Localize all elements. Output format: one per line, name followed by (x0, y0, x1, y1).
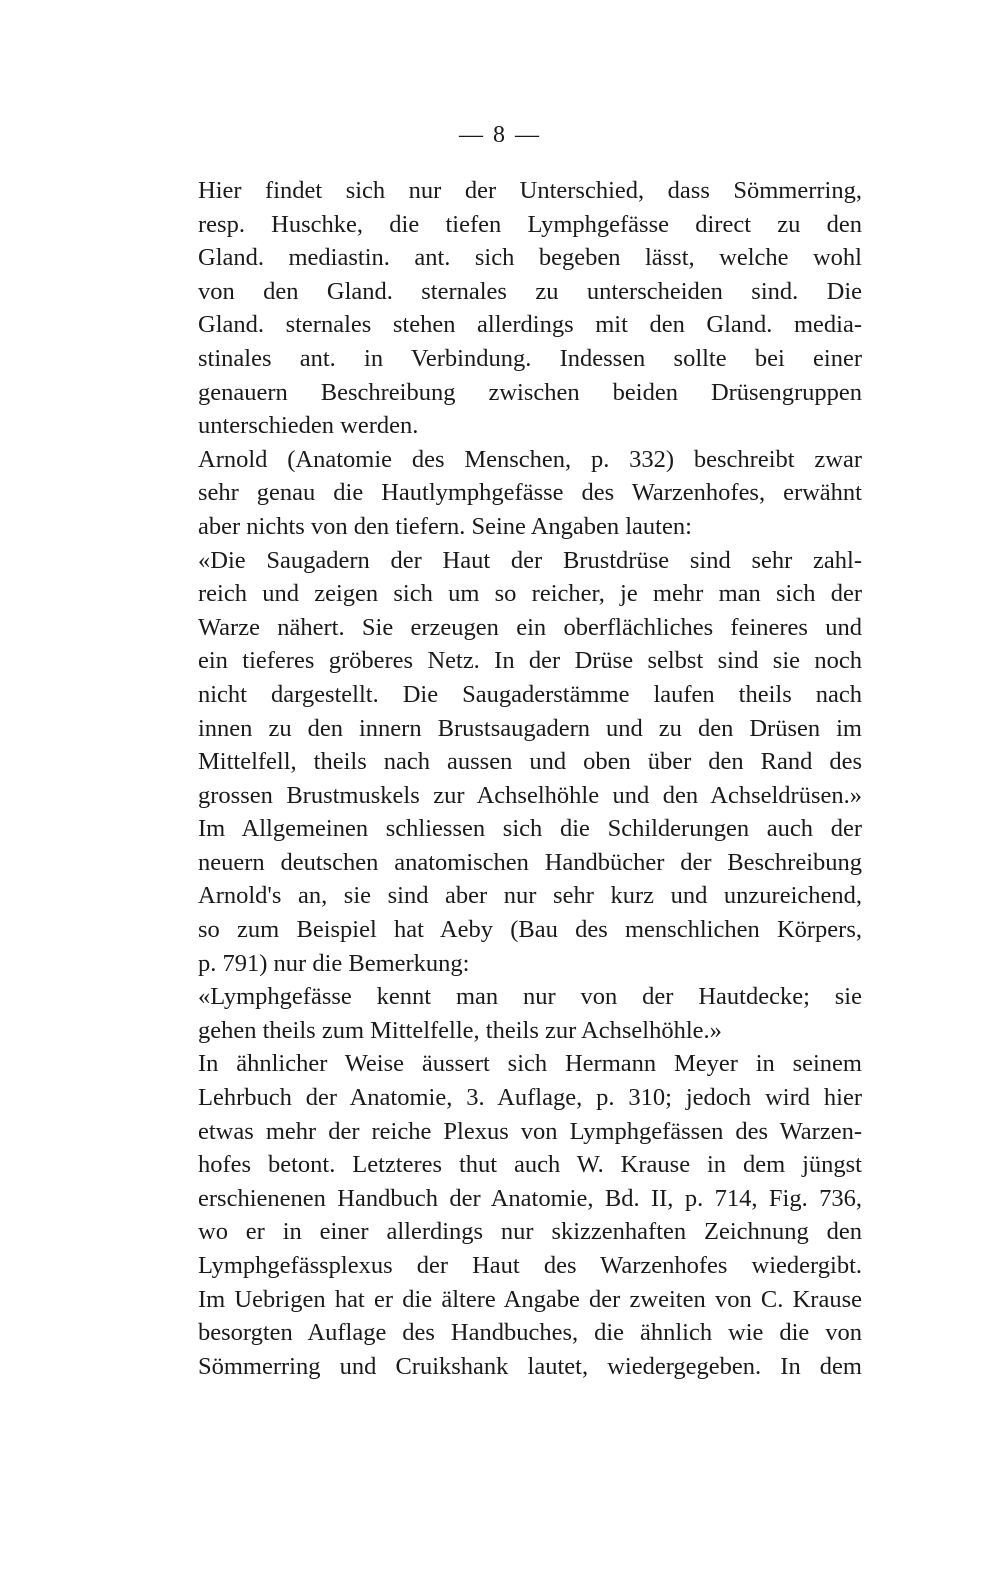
text-line: etwas mehr der reiche Plexus von Lymphgefässen des Warzen- (198, 1117, 862, 1145)
text-line: resp. Huschke, die tiefen Lymphgefässe direct zu den (198, 210, 862, 238)
text-line: erschienenen Handbuch der Anatomie, Bd. II, p. 714, Fig. 736, (198, 1184, 862, 1212)
text-line: reich und zeigen sich um so reicher, je mehr man sich der (198, 580, 862, 608)
text-line: aber nichts von den tiefern. Seine Angaben lauten: (198, 512, 692, 540)
text-line: Arnold (Anatomie des Menschen, p. 332) beschreibt zwar (198, 445, 862, 473)
text-line: Gland. sternales stehen allerdings mit den Gland. media- (198, 311, 862, 339)
text-line: Arnold's an, sie sind aber nur sehr kurz und unzureichend, (198, 882, 862, 910)
text-line: Warze nähert. Sie erzeugen ein oberflächliches feineres und (198, 613, 862, 641)
text-line: von den Gland. sternales zu unterscheiden sind. Die (198, 277, 862, 305)
text-line: Mittelfell, theils nach aussen und oben über den Rand des (198, 748, 862, 776)
text-line: nicht dargestellt. Die Saugaderstämme laufen theils nach (198, 680, 862, 708)
text-line: sehr genau die Hautlymphgefässe des Warzenhofes, erwähnt (198, 479, 862, 507)
text-line: stinales ant. in Verbindung. Indessen sollte bei einer (198, 344, 862, 372)
text-line: gehen theils zum Mittelfelle, theils zur Achselhöhle.» (198, 1016, 722, 1044)
text-line: Lehrbuch der Anatomie, 3. Auflage, p. 310; jedoch wird hier (198, 1084, 862, 1112)
text-line: p. 791) nur die Bemerkung: (198, 949, 470, 977)
body-text (198, 174, 862, 1383)
text-line: Im Allgemeinen schliessen sich die Schilderungen auch der (198, 815, 862, 843)
text-line: besorgten Auflage des Handbuches, die ähnlich wie die von (198, 1319, 862, 1347)
text-line: innen zu den innern Brustsaugadern und zu den Drüsen im (198, 714, 862, 742)
text-line: Im Uebrigen hat er die ältere Angabe der zweiten von C. Krause (198, 1285, 862, 1313)
text-line: hofes betont. Letzteres thut auch W. Krause in dem jüngst (198, 1151, 862, 1179)
text-line: «Die Saugadern der Haut der Brustdrüse sind sehr zahl- (198, 546, 862, 574)
text-line: grossen Brustmuskels zur Achselhöhle und den Achseldrüsen.» (198, 781, 862, 809)
text-line: «Lymphgefässe kennt man nur von der Hautdecke; sie (198, 983, 862, 1011)
text-line: Gland. mediastin. ant. sich begeben lässt, welche wohl (198, 244, 862, 272)
text-line: Hier findet sich nur der Unterschied, dass Sömmerring, (198, 177, 862, 204)
text-line: Lymphgefässplexus der Haut des Warzenhofes wiedergibt. (198, 1252, 862, 1279)
text-line: unterschieden werden. (198, 412, 419, 440)
text-line: In ähnlicher Weise äussert sich Hermann Meyer in seinem (198, 1050, 862, 1078)
text-line: ein tieferes gröberes Netz. In der Drüse selbst sind sie noch (198, 647, 862, 675)
text-line: so zum Beispiel hat Aeby (Bau des menschlichen Körpers, (198, 916, 862, 944)
text-line: Sömmerring und Cruikshank lautet, wiedergegeben. In dem (198, 1352, 862, 1380)
text-line: neuern deutschen anatomischen Handbücher der Beschreibung (198, 848, 862, 876)
text-line: wo er in einer allerdings nur skizzenhaften Zeichnung den (198, 1218, 862, 1246)
text-line: genauern Beschreibung zwischen beiden Drüsengruppen (198, 378, 862, 406)
page-number: — 8 — (459, 122, 541, 148)
